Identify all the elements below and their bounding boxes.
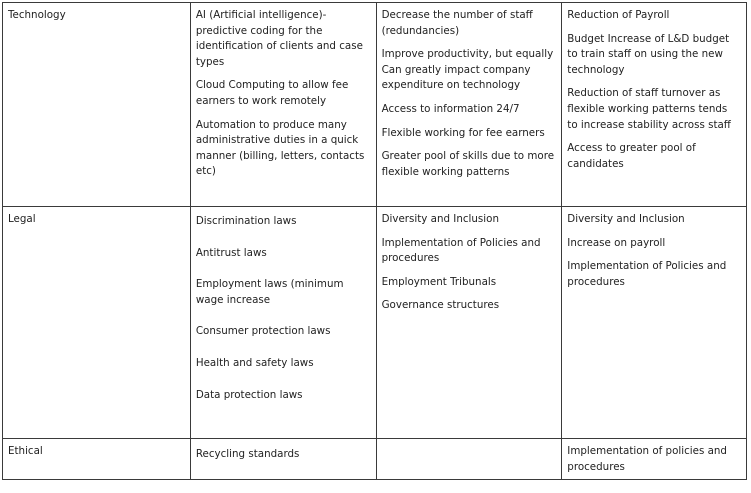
responses-cell [562, 3, 747, 207]
impacts-cell [376, 3, 562, 207]
impact-item: Implementation of Policies and procedures [381, 236, 541, 265]
category-cell [3, 3, 191, 207]
factor-item: AI (Artificial intelligence)- predictive coding for the identification of clients and case types [195, 9, 363, 68]
category-label: Technology [8, 9, 66, 21]
impact-item: Governance structures [381, 299, 500, 312]
table-row-ethical [3, 439, 747, 480]
impact-item: Greater pool of skills due to more flexible working patterns [381, 150, 555, 178]
factor-item: Cloud Computing to allow fee earners to work remotely [195, 79, 349, 107]
factor-item: Discrimination laws [195, 215, 297, 227]
category-label: Legal [8, 213, 36, 225]
analysis-table [2, 2, 747, 480]
responses-cell [562, 207, 747, 439]
response-item: Access to greater pool of candidates [567, 142, 696, 170]
impact-item: Improve productivity, but equally Can greatly impact company expenditure on technology [381, 48, 554, 92]
factor-item: Consumer protection laws [195, 325, 331, 338]
table-row-legal [3, 207, 747, 439]
impacts-cell [376, 207, 562, 439]
response-item: Implementation of Policies and procedures [567, 260, 727, 288]
factor-item: Recycling standards [195, 448, 300, 460]
table-row-technology [3, 3, 747, 207]
factors-cell [190, 439, 376, 480]
factor-item: Automation to produce many administrative duties in a quick manner (billing, letters, contacts etc) [195, 118, 365, 178]
response-item: Reduction of staff turnover as flexible working patterns tends to increase stability across staff [567, 87, 731, 131]
responses-cell [562, 439, 747, 480]
impact-item: Decrease the number of staff (redundancies) [381, 9, 533, 37]
impact-item: Diversity and Inclusion [381, 213, 499, 225]
response-item: Implementation of policies and procedures [567, 445, 727, 473]
response-item: Reduction of Payroll [567, 9, 670, 21]
factors-cell [190, 3, 376, 207]
factor-item: Employment laws (minimum wage increase [195, 278, 344, 306]
factor-item: Health and safety laws [195, 356, 314, 369]
category-cell [3, 439, 191, 480]
category-cell [3, 207, 191, 439]
factor-item: Antitrust laws [195, 246, 267, 259]
category-label: Ethical [8, 445, 43, 457]
factors-cell [190, 207, 376, 439]
impact-item: Flexible working for fee earners [381, 126, 545, 139]
impacts-cell [376, 439, 562, 480]
response-item: Diversity and Inclusion [567, 213, 685, 225]
response-item: Budget Increase of L&D budget to train staff on using the new technology [567, 32, 730, 76]
factor-item: Data protection laws [195, 388, 303, 401]
response-item: Increase on payroll [567, 236, 666, 249]
impact-item: Access to information 24/7 [381, 102, 520, 115]
impact-item: Employment Tribunals [381, 275, 497, 288]
